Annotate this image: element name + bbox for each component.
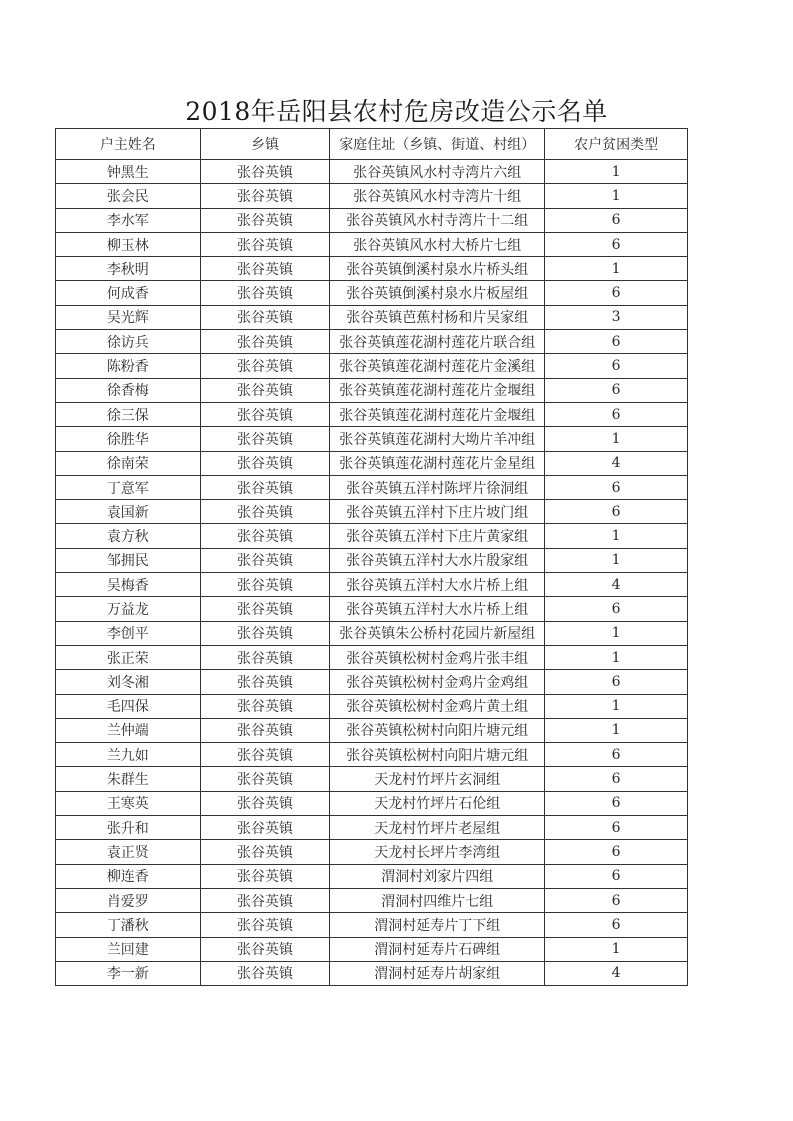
township-cell: 张谷英镇 [200,961,330,985]
householder-name-cell: 肖爱罗 [56,888,201,912]
poverty-type-cell: 1 [545,645,688,669]
householder-name-cell: 徐三保 [56,402,201,426]
poverty-type-cell: 1 [545,427,688,451]
householder-name-cell: 吴梅香 [56,573,201,597]
table-row [56,767,688,791]
poverty-type-cell: 6 [545,670,688,694]
home-address-cell: 张谷英镇莲花湖村莲花片金星组 [330,451,545,475]
poverty-type-cell: 1 [545,184,688,208]
township-cell: 张谷英镇 [200,864,330,888]
poverty-type-cell: 6 [545,208,688,232]
township-cell: 张谷英镇 [200,694,330,718]
householder-name-cell: 袁国新 [56,500,201,524]
township-cell: 张谷英镇 [200,330,330,354]
header-householder-name: 户主姓名 [56,129,201,160]
householder-name-cell: 钟黑生 [56,160,201,184]
householder-name-cell: 兰回建 [56,937,201,961]
township-cell: 张谷英镇 [200,184,330,208]
home-address-cell: 张谷英镇莲花湖村莲花片金堰组 [330,378,545,402]
householder-name-cell: 万益龙 [56,597,201,621]
poverty-type-cell: 4 [545,961,688,985]
home-address-cell: 渭洞村延寿片石碑组 [330,937,545,961]
township-cell: 张谷英镇 [200,913,330,937]
householder-name-cell: 丁意军 [56,475,201,499]
table-row [56,621,688,645]
householder-name-cell: 张正荣 [56,645,201,669]
township-cell: 张谷英镇 [200,597,330,621]
home-address-cell: 张谷英镇松树村金鸡片黄土组 [330,694,545,718]
householder-name-cell: 袁正贤 [56,840,201,864]
poverty-type-cell: 1 [545,160,688,184]
poverty-type-cell: 6 [545,888,688,912]
poverty-type-cell: 3 [545,305,688,329]
township-cell: 张谷英镇 [200,718,330,742]
home-address-cell: 张谷英镇风水村寺湾片十二组 [330,208,545,232]
header-home-address: 家庭住址（乡镇、街道、村组） [330,129,545,160]
poverty-type-cell: 6 [545,402,688,426]
home-address-cell: 天龙村竹坪片玄洞组 [330,767,545,791]
householder-name-cell: 徐南荣 [56,451,201,475]
householder-name-cell: 朱群生 [56,767,201,791]
home-address-cell: 渭洞村刘家片四组 [330,864,545,888]
document-title: 2018年岳阳县农村危房改造公示名单 [185,97,608,126]
township-cell: 张谷英镇 [200,402,330,426]
township-cell: 张谷英镇 [200,767,330,791]
table-row [56,475,688,499]
home-address-cell: 天龙村竹坪片石伦组 [330,791,545,815]
householder-name-cell: 柳连香 [56,864,201,888]
poverty-type-cell: 6 [545,281,688,305]
householder-name-cell: 刘冬湘 [56,670,201,694]
table-row [56,864,688,888]
poverty-type-cell: 6 [545,767,688,791]
householder-name-cell: 李一新 [56,961,201,985]
poverty-type-cell: 1 [545,621,688,645]
table-row [56,208,688,232]
householder-name-cell: 柳玉林 [56,232,201,256]
poverty-type-cell: 6 [545,840,688,864]
table-row [56,694,688,718]
householder-name-cell: 邹拥民 [56,548,201,572]
header-township: 乡镇 [200,129,330,160]
home-address-cell: 天龙村长坪片李湾组 [330,840,545,864]
poverty-type-cell: 6 [545,354,688,378]
poverty-type-cell: 1 [545,718,688,742]
home-address-cell: 张谷英镇芭蕉村杨和片吴家组 [330,305,545,329]
householder-name-cell: 丁潘秋 [56,913,201,937]
home-address-cell: 张谷英镇风水村寺湾片六组 [330,160,545,184]
township-cell: 张谷英镇 [200,354,330,378]
township-cell: 张谷英镇 [200,548,330,572]
township-cell: 张谷英镇 [200,475,330,499]
householder-name-cell: 李创平 [56,621,201,645]
poverty-type-cell: 4 [545,573,688,597]
table-row [56,378,688,402]
township-cell: 张谷英镇 [200,621,330,645]
home-address-cell: 渭洞村四维片七组 [330,888,545,912]
poverty-type-cell: 1 [545,937,688,961]
table-row [56,791,688,815]
householder-name-cell: 陈粉香 [56,354,201,378]
householder-name-cell: 徐香梅 [56,378,201,402]
poverty-type-cell: 6 [545,475,688,499]
township-cell: 张谷英镇 [200,427,330,451]
table-row [56,840,688,864]
home-address-cell: 渭洞村延寿片丁下组 [330,913,545,937]
table-row [56,500,688,524]
home-address-cell: 张谷英镇五洋村大水片殷家组 [330,548,545,572]
householder-name-cell: 徐访兵 [56,330,201,354]
table-row [56,330,688,354]
home-address-cell: 张谷英镇风水村大桥片七组 [330,232,545,256]
township-cell: 张谷英镇 [200,281,330,305]
table-row [56,548,688,572]
table-row [56,451,688,475]
home-address-cell: 张谷英镇松树村金鸡片张丰组 [330,645,545,669]
table-row [56,184,688,208]
home-address-cell: 张谷英镇五洋村下庄片黄家组 [330,524,545,548]
householder-name-cell: 何成香 [56,281,201,305]
householder-name-cell: 张会民 [56,184,201,208]
poverty-type-cell: 6 [545,597,688,621]
table-row [56,257,688,281]
township-cell: 张谷英镇 [200,160,330,184]
householder-name-cell: 徐胜华 [56,427,201,451]
township-cell: 张谷英镇 [200,743,330,767]
township-cell: 张谷英镇 [200,937,330,961]
householder-name-cell: 李秋明 [56,257,201,281]
township-cell: 张谷英镇 [200,573,330,597]
householder-name-cell: 兰九如 [56,743,201,767]
table-row [56,718,688,742]
township-cell: 张谷英镇 [200,888,330,912]
poverty-type-cell: 6 [545,913,688,937]
township-cell: 张谷英镇 [200,232,330,256]
home-address-cell: 天龙村竹坪片老屋组 [330,816,545,840]
poverty-type-cell: 6 [545,232,688,256]
poverty-type-cell: 6 [545,378,688,402]
header-poverty-type: 农户贫困类型 [545,129,688,160]
township-cell: 张谷英镇 [200,840,330,864]
township-cell: 张谷英镇 [200,208,330,232]
township-cell: 张谷英镇 [200,451,330,475]
poverty-type-cell: 6 [545,864,688,888]
township-cell: 张谷英镇 [200,257,330,281]
table-row [56,160,688,184]
table-row [56,402,688,426]
table-row [56,305,688,329]
poverty-type-cell: 1 [545,548,688,572]
home-address-cell: 张谷英镇松树村金鸡片金鸡组 [330,670,545,694]
township-cell: 张谷英镇 [200,645,330,669]
home-address-cell: 张谷英镇莲花湖村大坳片羊冲组 [330,427,545,451]
householder-name-cell: 李水军 [56,208,201,232]
table-row [56,232,688,256]
householder-name-cell: 张升和 [56,816,201,840]
table-row [56,937,688,961]
table-body [56,160,688,986]
township-cell: 张谷英镇 [200,500,330,524]
poverty-type-cell: 1 [545,257,688,281]
home-address-cell: 张谷英镇五洋村下庄片坡门组 [330,500,545,524]
householder-name-cell: 袁方秋 [56,524,201,548]
householder-name-cell: 毛四保 [56,694,201,718]
table-row [56,354,688,378]
table-row [56,281,688,305]
home-address-cell: 张谷英镇倒溪村泉水片桥头组 [330,257,545,281]
poverty-type-cell: 4 [545,451,688,475]
home-address-cell: 张谷英镇五洋村陈坪片徐洞组 [330,475,545,499]
table-row [56,888,688,912]
table-row [56,743,688,767]
township-cell: 张谷英镇 [200,816,330,840]
home-address-cell: 张谷英镇风水村寺湾片十组 [330,184,545,208]
householder-name-cell: 吴光辉 [56,305,201,329]
home-address-cell: 渭洞村延寿片胡家组 [330,961,545,985]
householder-name-cell: 王寒英 [56,791,201,815]
poverty-type-cell: 6 [545,816,688,840]
home-address-cell: 张谷英镇五洋村大水片桥上组 [330,573,545,597]
home-address-cell: 张谷英镇五洋村大水片桥上组 [330,597,545,621]
township-cell: 张谷英镇 [200,670,330,694]
township-cell: 张谷英镇 [200,791,330,815]
home-address-cell: 张谷英镇松树村向阳片塘元组 [330,743,545,767]
poverty-type-cell: 6 [545,791,688,815]
poverty-type-cell: 6 [545,330,688,354]
table-row [56,524,688,548]
poverty-type-cell: 6 [545,743,688,767]
home-address-cell: 张谷英镇莲花湖村莲花片金堰组 [330,402,545,426]
poverty-type-cell: 1 [545,694,688,718]
home-address-cell: 张谷英镇莲花湖村莲花片联合组 [330,330,545,354]
home-address-cell: 张谷英镇莲花湖村莲花片金溪组 [330,354,545,378]
householder-name-cell: 兰仲端 [56,718,201,742]
table-row [56,645,688,669]
table-row [56,573,688,597]
table-row [56,816,688,840]
table-header-row [56,129,688,160]
table-row [56,427,688,451]
table-row [56,961,688,985]
township-cell: 张谷英镇 [200,524,330,548]
housing-renovation-table [55,128,688,986]
township-cell: 张谷英镇 [200,305,330,329]
poverty-type-cell: 1 [545,524,688,548]
home-address-cell: 张谷英镇朱公桥村花园片新屋组 [330,621,545,645]
township-cell: 张谷英镇 [200,378,330,402]
home-address-cell: 张谷英镇松树村向阳片塘元组 [330,718,545,742]
table-row [56,597,688,621]
table-row [56,913,688,937]
poverty-type-cell: 6 [545,500,688,524]
table-row [56,670,688,694]
home-address-cell: 张谷英镇倒溪村泉水片板屋组 [330,281,545,305]
